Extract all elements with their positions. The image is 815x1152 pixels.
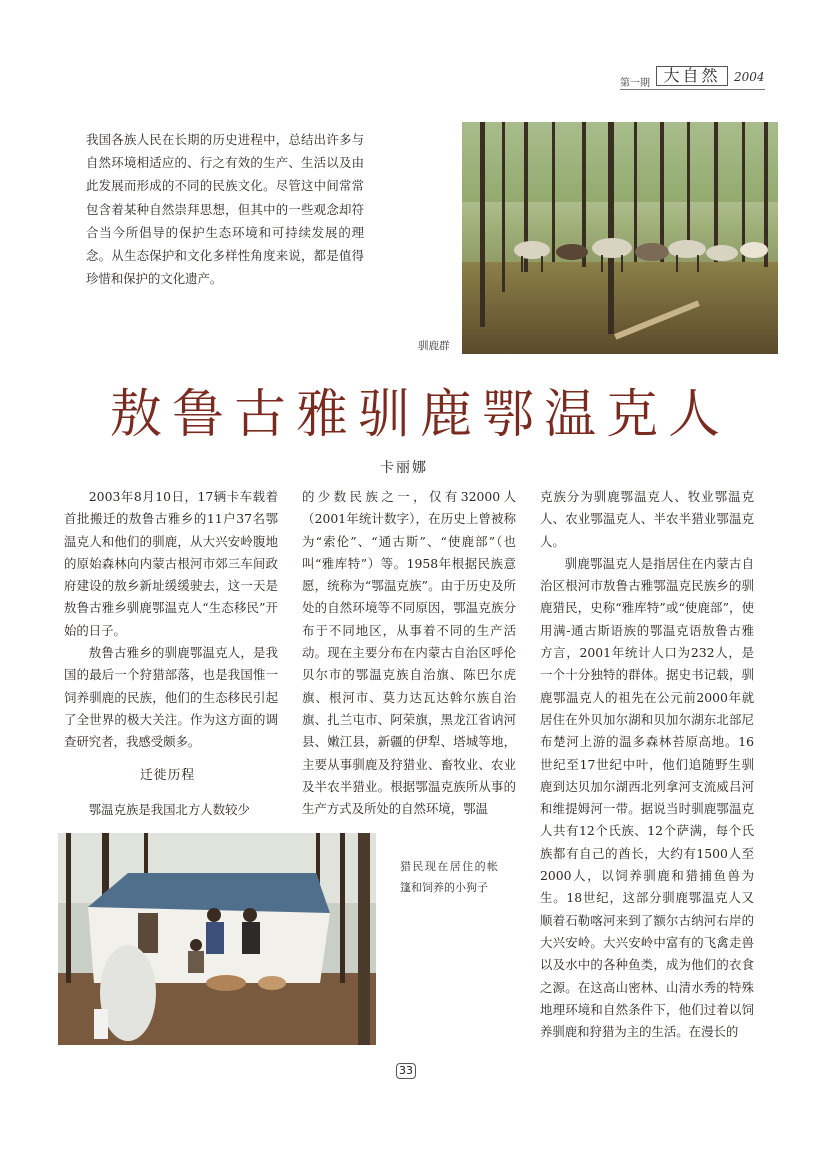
article-title: 敖鲁古雅驯鹿鄂温克人 [109, 385, 730, 445]
photo-caption: 驯鹿群 [418, 340, 450, 352]
reindeer-herd-photo [462, 122, 778, 354]
author-name: 卡丽娜 [380, 460, 428, 476]
body-paragraph: 驯鹿鄂温克人是指居住在内蒙古自治区根河市敖鲁古雅鄂温克民族乡的驯鹿猎民，史称“雅库特”或“使鹿部”，使用满-通古斯语族的鄂温克语敖鲁古雅方言，2001年统计人口为232人，是一个十分独特的群体。据史书记载，驯鹿鄂温克人的祖先在公元前2000年就居住在外贝加尔湖和贝加尔湖东北部尼布楚河上游的温多森林苔原高地。16世纪至17世纪中叶，他们追随野生驯鹿到达贝加尔湖西北列拿河支流威吕河和维提姆河一带。据说当时驯鹿鄂温克人共有12个氏族、12个萨满，每个氏族都有自己的酋长，大约有1500人至2000人，以饲养驯鹿和猎捕鱼兽为生。18世纪，这部分驯鹿鄂温克人又顺着石勒喀河来到了额尔古纳河右岸的大兴安岭。大兴安岭中富有的飞禽走兽以及水中的各种鱼类，成为他们的衣食之源。在这高山密林、山清水秀的特殊地理环境和自然条件下，他们过着以饲养驯鹿和狩猎为主的生活。在漫长的 [540, 555, 754, 1040]
header-divider [620, 89, 765, 90]
tent-camp-image [58, 833, 376, 1045]
photo-caption: 猎民现在居住的帐篷和饲养的小狗子 [400, 860, 498, 894]
issue-label: 第一期 [620, 78, 650, 89]
page-number: 33 [396, 1063, 416, 1079]
magazine-masthead: 大自然 [656, 66, 728, 86]
body-paragraph: 的少数民族之一，仅有32000人（2001年统计数字），在历史上曾被称为“索伦”、“通古斯”、“使鹿部”（也叫“雅库特”）等。1958年根据民族意愿，统称为“鄂温克族”。由于历史及所处的自然环境等不同原因，鄂温克族分布于不同地区，从事着不同的生产活动。现在主要分布在内蒙古自治区呼伦贝尔市的鄂温克族自治旗、陈巴尔虎旗、根河市、莫力达瓦达斡尔族自治旗、扎兰屯市、阿荣旗，黑龙江省讷河县、嫩江县，新疆的伊犁、塔城等地，主要从事驯鹿及狩猎业、畜牧业、农业及半农半猎业。根据鄂温克族所从事的生产方式及所处的自然环境，鄂温 [302, 489, 516, 817]
body-paragraph: 克族分为驯鹿鄂温克人、牧业鄂温克人、农业鄂温克人、半农半猎业鄂温克人。 [540, 489, 754, 549]
article-column-3 [540, 486, 754, 1043]
tent-photo [58, 833, 376, 1045]
magazine-header [620, 66, 765, 88]
article-column-2 [302, 486, 516, 820]
section-heading: 迁徙历程 [140, 767, 196, 783]
body-paragraph: 敖鲁古雅乡的驯鹿鄂温克人，是我国的最后一个狩猎部落，也是我国惟一饲养驯鹿的民族，他们的生态移民引起了全世界的极大关注。作为这方面的调查研究者，我感受颇多。 [64, 645, 278, 750]
article-column-1 [64, 486, 278, 821]
issue-year: 2004 [734, 70, 765, 84]
body-paragraph: 鄂温克族是我国北方人数较少 [88, 801, 250, 817]
body-paragraph: 2003年8月10日，17辆卡车载着首批搬迁的敖鲁古雅乡的11户37名鄂温克人和他们的驯鹿，从大兴安岭腹地的原始森林向内蒙古根河市郊三车间政府建设的敖乡新址缓缓驶去，这一天是敖鲁古雅乡驯鹿鄂温克人“生态移民”开始的日子。 [64, 489, 278, 638]
reindeer-forest-image [462, 122, 778, 354]
intro-paragraph: 我国各族人民在长期的历史进程中，总结出许多与自然环境相适应的、行之有效的生产、生活以及由此发展而形成的不同的民族文化。尽管这中间常常包含着某种自然崇拜思想，但其中的一些观念却符合当今所倡导的保护生态环境和可持续发展的理念。从生态保护和文化多样性角度来说，都是值得珍惜和保护的文化遗产。 [86, 132, 364, 287]
